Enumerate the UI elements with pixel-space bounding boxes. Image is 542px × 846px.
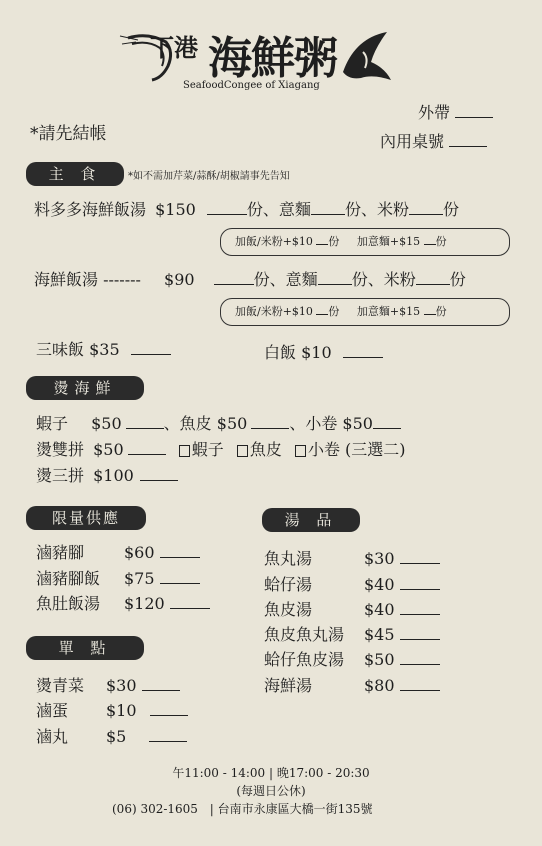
limited-item: 滷豬腳 $60 [36, 540, 200, 563]
menu-item-sanwei: 三味飯 $35 [36, 337, 171, 360]
single-item: 燙青菜 $30 [36, 673, 180, 696]
addon-pill-1: 加飯/米粉+$10 份 加意麵+$15 份 [220, 228, 510, 256]
limited-item: 滷豬腳飯 $75 [36, 566, 200, 589]
blanched-row-3: 燙三拼 $100 [36, 463, 178, 486]
soup-item: 魚丸湯 $30 [264, 546, 440, 569]
blanched-badge: 燙海鮮 [26, 376, 144, 400]
dine-in-table-label: 內用桌號 [380, 129, 487, 152]
logo-title: 海鮮粥 [208, 33, 337, 84]
logo-subtitle: SeafoodCongee of Xiagang [183, 80, 320, 91]
soup-item: 魚皮湯 $40 [264, 597, 440, 620]
main-course-note: *如不需加芹菜/蒜酥/胡椒請事先告知 [128, 171, 290, 182]
checkbox-fishskin [237, 445, 248, 457]
takeout-label: 外帶 [418, 100, 493, 123]
soup-item: 海鮮湯 $80 [264, 673, 440, 696]
fish-icon [335, 28, 395, 88]
closed-day: (每週日公休) [236, 784, 306, 798]
limited-badge: 限量供應 [26, 506, 146, 530]
blanched-row-2: 燙雙拼 $50 蝦子 魚皮 小卷 (三選二) [36, 440, 406, 459]
menu-item-baifan: 白飯 $10 [264, 340, 383, 363]
main-course-badge: 主 食 [26, 162, 124, 186]
checkbox-squid [295, 445, 306, 457]
soup-item: 蛤仔魚皮湯 $50 [264, 647, 440, 670]
opening-hours: 午11:00 - 14:00 | 晚17:00 - 20:30 [172, 766, 370, 780]
pay-first-notice: *請先結帳 [30, 124, 107, 144]
address: | 台南市永康區大橋一街135號 [209, 802, 373, 816]
single-badge: 單 點 [26, 636, 144, 660]
menu-item-seafood-rice-soup: 海鮮飯湯 ------- $90 份、意麵 份、米粉 份 [34, 270, 466, 289]
soup-item: 蛤仔湯 $40 [264, 572, 440, 595]
addon-pill-2: 加飯/米粉+$10 份 加意麵+$15 份 [220, 298, 510, 326]
soup-item: 魚皮魚丸湯 $45 [264, 622, 440, 645]
checkbox-shrimp [179, 445, 190, 457]
single-item: 滷蛋 $10 [36, 698, 188, 721]
blanched-row-1: 蝦子 $50 、魚皮 $50 、小卷 $50 [36, 411, 401, 434]
phone-number: (06) 302-1605 [112, 802, 198, 816]
single-item: 滷丸 $5 [36, 724, 187, 747]
contact-line [112, 800, 373, 817]
soup-badge: 湯 品 [262, 508, 360, 532]
menu-item-seafood-rich: 料多多海鮮飯湯 $150 份、意麵 份、米粉 份 [34, 200, 459, 219]
limited-item: 魚肚飯湯 $120 [36, 591, 210, 614]
logo-small-text: 下港 [150, 33, 198, 62]
